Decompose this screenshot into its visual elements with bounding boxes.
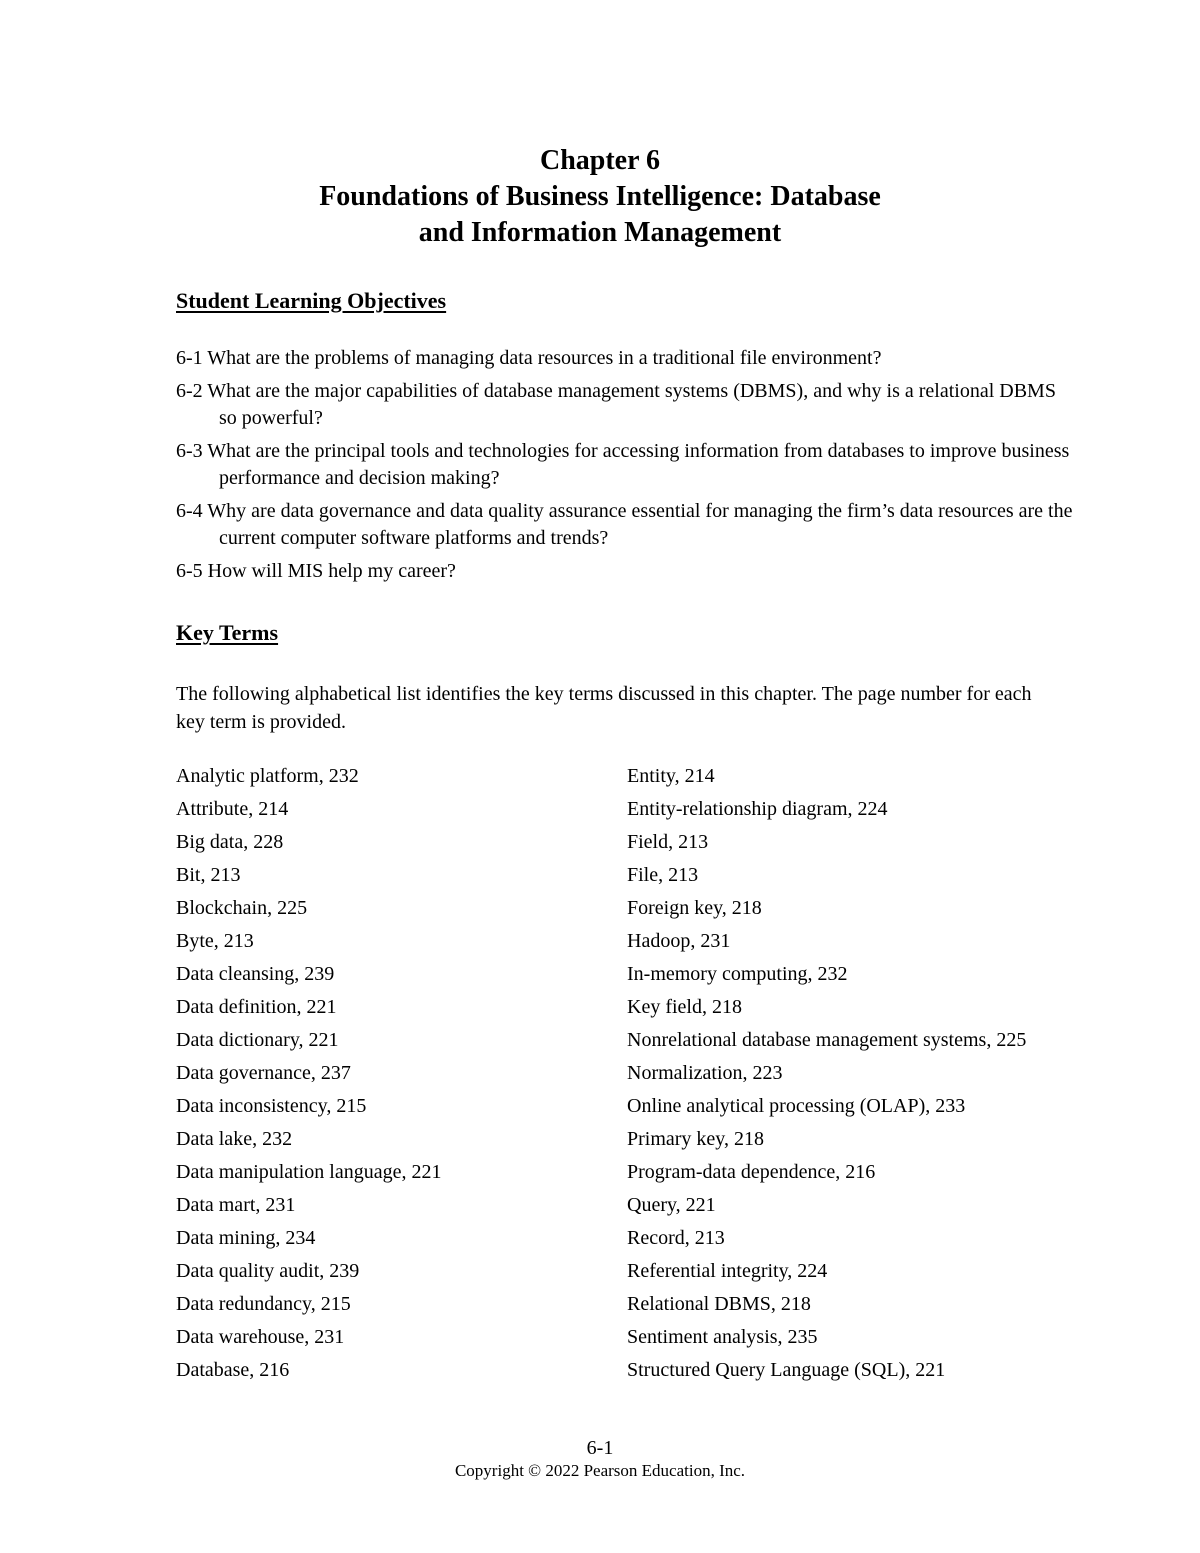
key-term: File, 213 [627, 864, 699, 886]
key-term: Structured Query Language (SQL), 221 [627, 1359, 946, 1381]
chapter-title [0, 143, 1200, 251]
objective-item: 6-3 What are the principal tools and technologies for accessing information from databases to improve business performance and decision making? [176, 440, 1070, 489]
chapter-title-line-1: Foundations of Business Intelligence: Database [319, 181, 881, 212]
objectives-heading: Student Learning Objectives [176, 288, 447, 313]
key-term: Data governance, 237 [176, 1062, 351, 1084]
objective-item: 6-2 What are the major capabilities of database management systems (DBMS), and why is a relational DBMS so powerful? [176, 380, 1056, 429]
key-term: Data warehouse, 231 [176, 1326, 345, 1348]
key-term: Entity, 214 [627, 765, 715, 787]
key-term: Key field, 218 [627, 996, 742, 1018]
key-term: Relational DBMS, 218 [627, 1293, 811, 1315]
copyright-notice: Copyright © 2022 Pearson Education, Inc. [454, 1461, 746, 1480]
key-term: Attribute, 214 [176, 798, 289, 820]
key-term: Field, 213 [627, 831, 709, 853]
key-term: Data mart, 231 [176, 1194, 296, 1216]
page-number: 6-1 [586, 1437, 614, 1459]
key-term: Referential integrity, 224 [627, 1260, 828, 1282]
key-term: Record, 213 [627, 1227, 725, 1249]
objective-item: 6-5 How will MIS help my career? [176, 560, 456, 582]
key-term: Data redundancy, 215 [176, 1293, 351, 1315]
objectives-list [176, 345, 1076, 591]
key-term: Data lake, 232 [176, 1128, 293, 1150]
key-term: Hadoop, 231 [627, 930, 731, 952]
key-term: Entity-relationship diagram, 224 [627, 798, 888, 820]
key-terms-heading: Key Terms [176, 620, 279, 645]
key-term: Data definition, 221 [176, 996, 337, 1018]
key-term: Analytic platform, 232 [176, 765, 359, 787]
key-term: Data manipulation language, 221 [176, 1161, 442, 1183]
key-terms-left-column [176, 760, 441, 1387]
key-term: In-memory computing, 232 [627, 963, 848, 985]
key-term: Foreign key, 218 [627, 897, 762, 919]
chapter-title-line-2: and Information Management [418, 217, 782, 248]
key-term: Bit, 213 [176, 864, 241, 886]
objective-item: 6-1 What are the problems of managing data resources in a traditional file environment? [176, 347, 882, 369]
objective-item: 6-4 Why are data governance and data quality assurance essential for managing the firm’s data resources are the current computer software platforms and trends? [176, 500, 1073, 549]
key-term: Byte, 213 [176, 930, 254, 952]
key-term: Nonrelational database management systems, 225 [627, 1029, 1027, 1051]
key-term: Data mining, 234 [176, 1227, 316, 1249]
key-term: Database, 216 [176, 1359, 290, 1381]
key-term: Sentiment analysis, 235 [627, 1326, 818, 1348]
key-terms-right-column [627, 760, 1026, 1387]
key-term: Query, 221 [627, 1194, 716, 1216]
key-term: Normalization, 223 [627, 1062, 783, 1084]
key-terms-intro: The following alphabetical list identifies the key terms discussed in this chapter. The page number for each key term is provided. [176, 683, 1032, 733]
chapter-number: Chapter 6 [539, 145, 661, 176]
key-term: Blockchain, 225 [176, 897, 308, 919]
key-term: Data inconsistency, 215 [176, 1095, 367, 1117]
key-term: Program-data dependence, 216 [627, 1161, 876, 1183]
key-term: Data quality audit, 239 [176, 1260, 360, 1282]
key-term: Primary key, 218 [627, 1128, 765, 1150]
key-term: Data dictionary, 221 [176, 1029, 339, 1051]
key-term: Data cleansing, 239 [176, 963, 335, 985]
key-term: Big data, 228 [176, 831, 284, 853]
key-term: Online analytical processing (OLAP), 233 [627, 1095, 966, 1117]
